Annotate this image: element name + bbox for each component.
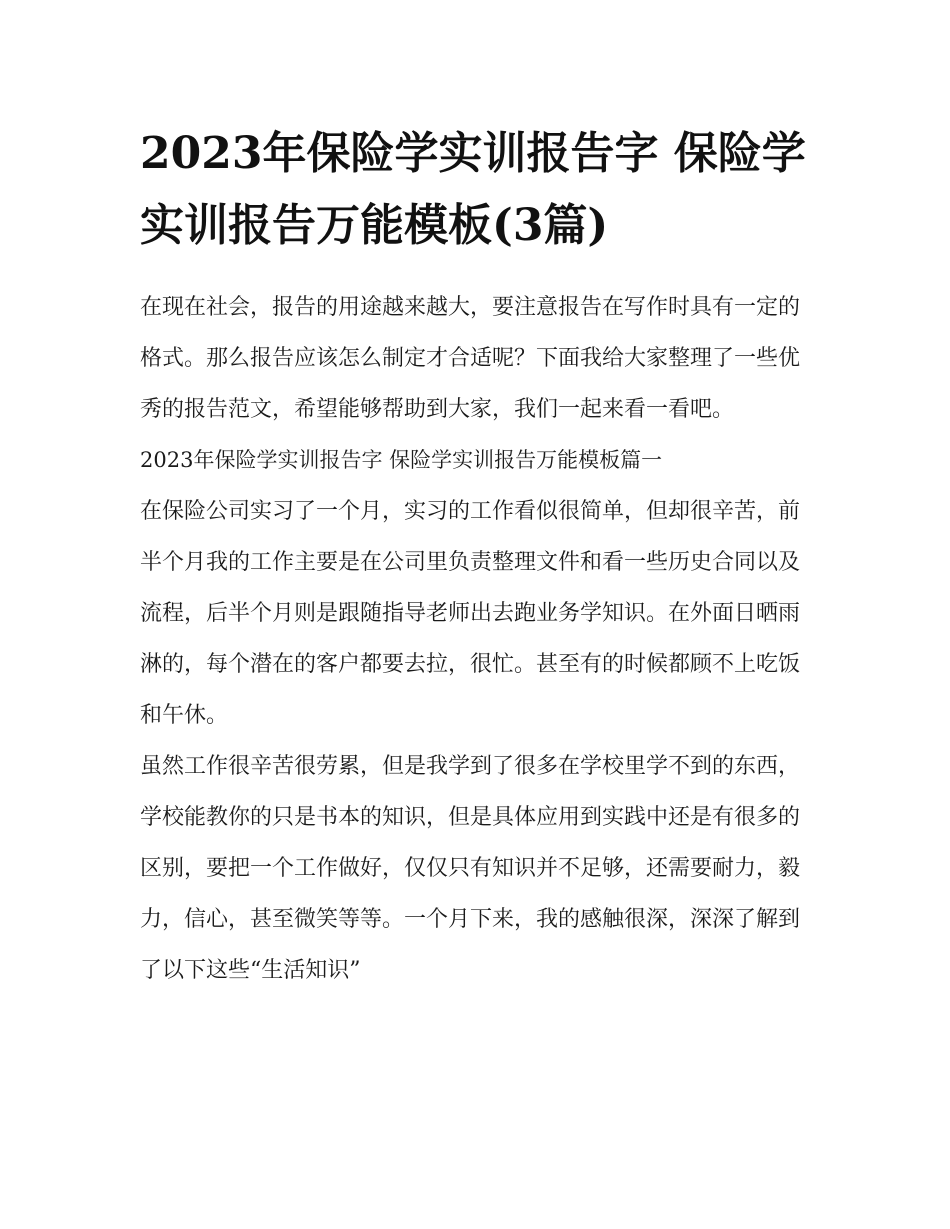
section-heading: 2023年保险学实训报告字 保险学实训报告万能模板篇一 — [140, 448, 663, 472]
document-body — [140, 282, 812, 996]
body-paragraph-3: 学校能教你的只是书本的知识，但是具体应用到实践中还是有很多的区别，要把一个工作做好，仅仅只有知识并不足够，还需要耐力，毅力，信心，甚至微笑等等。一个月下来，我的感触很深，深深了解到了以下这些“生活知识” — [140, 805, 801, 983]
body-paragraph-2: 虽然工作很辛苦很劳累，但是我学到了很多在学校里学不到的东西， — [140, 754, 801, 779]
body-paragraph-1: 在保险公司实习了一个月，实习的工作看似很简单，但却很辛苦，前半个月我的工作主要是在公司里负责整理文件和看一些历史合同以及流程，后半个月则是跟随指导老师出去跑业务学知识。在外面日晒雨淋的，每个潜在的客户都要去拉，很忙。甚至有的时候都顾不上吃饭和午休。 — [140, 499, 801, 728]
document-page — [140, 118, 812, 996]
document-title: 2023年保险学实训报告字 保险学实训报告万能模板(3篇) — [140, 128, 806, 251]
intro-paragraph: 在现在社会，报告的用途越来越大，要注意报告在写作时具有一定的格式。那么报告应该怎么制定才合适呢？下面我给大家整理了一些优秀的报告范文，希望能够帮助到大家，我们一起来看一看吧。 — [140, 295, 801, 422]
